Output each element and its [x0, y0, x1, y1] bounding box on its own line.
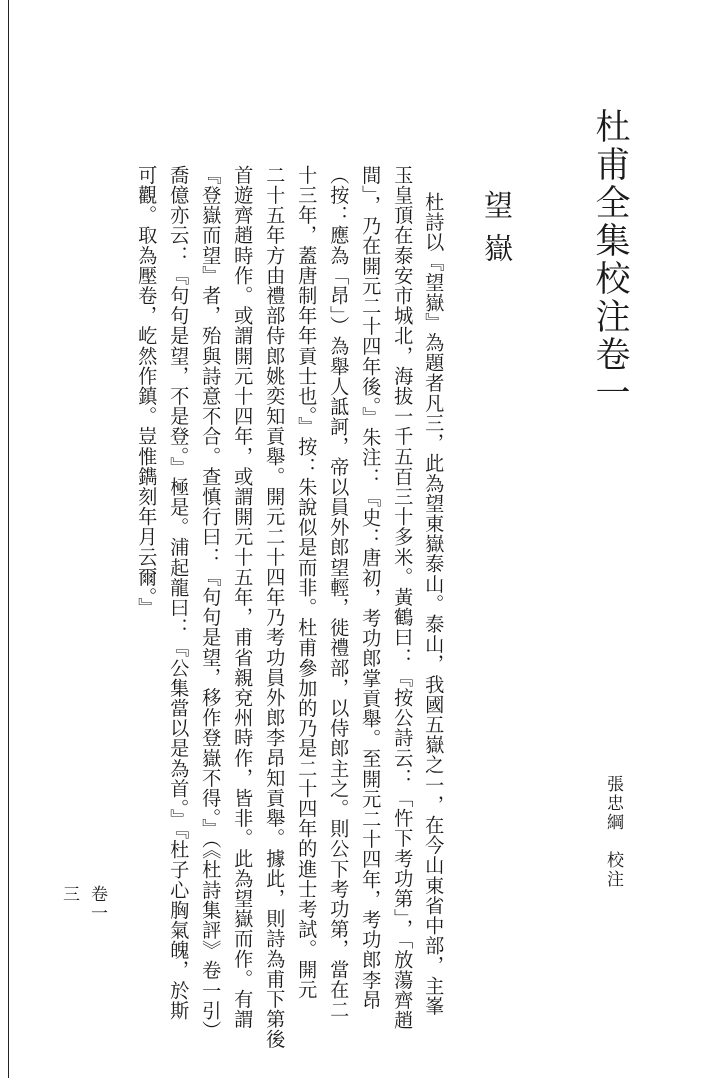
body-column-3: 間」，乃在開元二十四年後。』朱注：『史：唐初，考功郎掌貢舉。至開元二十四年，考功郎李昂: [359, 165, 383, 1011]
editor-credit: 張忠綱 校注: [603, 775, 623, 889]
body-column-6: 二十五年方由禮部侍郎姚奕知貢舉。開元二十四年乃考功員外郎李昂知貢舉。據此，則詩為甫下第後: [263, 165, 287, 1050]
page-number: 三: [59, 885, 79, 902]
body-column-9: 喬億亦云：『句句是望，不是登。』極是。浦起龍曰：『公集當以是為首。』『杜子心胸氣魄，於斯: [167, 165, 191, 1021]
poem-title: 望嶽: [480, 190, 514, 276]
body-column-5: 十三年，蓋唐制年年貢士也。』按：朱說似是而非。杜甫參加的乃是二十四年的進士考試。開元: [295, 165, 319, 1000]
body-column-2: 玉皇頂在泰安市城北，海拔一千五百三十多米。黃鶴曰：『按公詩云：「忤下考功第」，「放蕩齊趙: [391, 165, 415, 1031]
body-column-4: （按：應為「昂」）為舉人詆訶，帝以員外郎望輕，徙禮部，以侍郎主之。則公下考功第，當在二: [327, 165, 351, 1020]
running-head: 卷一: [87, 885, 107, 923]
body-column-1: 杜詩以『望嶽』為題者凡三，此為望東嶽泰山。泰山，我國五嶽之一，在今山東省中部，主峯: [422, 192, 446, 1017]
page-left-border: [8, 0, 9, 1078]
body-column-8: 『登嶽而望』者，殆與詩意不合。查慎行曰：『句句是望，移作登嶽不得。』（《杜詩集評》卷一引）: [199, 165, 223, 1041]
body-column-7: 首遊齊趙時作。或謂開元十四年，或謂開元十五年，甫省親兗州時作，皆非。此為望嶽而作。有謂: [231, 165, 255, 1030]
body-column-10: 可觀。取為壓卷，屹然作鎮。豈惟鐫刻年月云爾。』: [135, 165, 159, 618]
book-title: 杜甫全集校注卷一: [590, 108, 630, 412]
